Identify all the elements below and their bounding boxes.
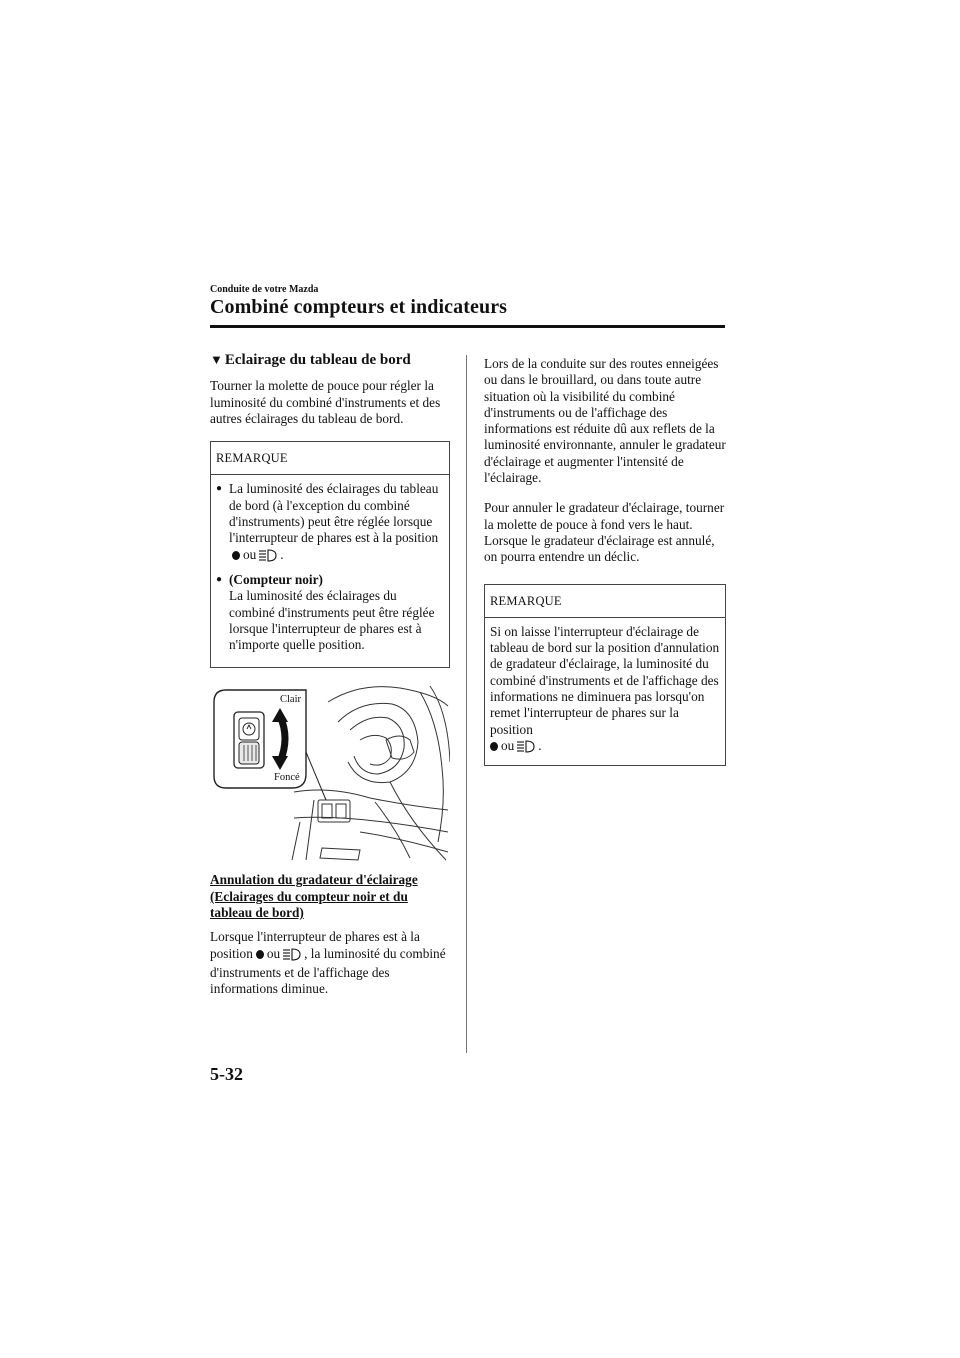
label-fonce: Foncé [274,772,300,784]
ou-text: ou [501,737,515,753]
remark-text: Si on laisse l'interrupteur d'éclairage de tableau de bord sur la position d'annulation de gradateur d'éclairage, la luminosité du combiné d'instruments et de l'affichage des informations ne diminuera pas lorsqu'on remet l'interrupteur de phares sur la position [490,623,720,737]
remark-body [211,475,449,667]
remark-box [484,584,726,767]
remark-title: REMARQUE [211,442,449,475]
bullet-dot-icon: ● [216,573,223,585]
intro-paragraph: Tourner la molette de pouce pour régler la luminosité du combiné d'instruments et des autres éclairages du tableau de bord. [210,378,441,426]
bullet-text: La luminosité des éclairages du combiné d'instruments peut être réglée lorsque l'interrupteur de phares est à n'importe quelle position. [229,588,435,653]
section-label: Conduite de votre Mazda [210,284,319,295]
parking-light-position-icon [232,551,240,560]
ou-text: ou [243,546,257,562]
headlight-position-icon [283,948,301,965]
remark-box [210,441,450,668]
visibility-paragraph: Lors de la conduite sur des routes enneigées ou dans le brouillard, ou dans toute autre situation où la visibilité du combiné d'instruments ou de l'affichage des informations est réduite dû aux reflets de la luminosité environnante, annuler le gradateur d'éclairage et augmenter l'intensité de l'éclairage. [484,356,726,486]
headlight-position-icon [517,740,535,757]
headlight-position-icon [259,549,277,566]
page-number: 5-32 [210,1064,243,1084]
dimmer-illustration [210,682,450,862]
section-heading-text: Eclairage du tableau de bord [224,352,411,368]
right-column [484,356,726,780]
period-text: . [538,737,542,753]
triangle-marker-icon: ▼ [210,352,223,367]
chapter-title: Combiné compteurs et indicateurs [210,296,508,318]
para-text: Lorsque l'interrupteur de phares est à la position [210,929,420,961]
remark-body [485,618,725,765]
section-heading [210,352,450,368]
column-divider [466,355,467,1053]
remark-bullet-text [229,481,444,565]
dashboard-illustration [210,682,450,862]
header-rule [210,325,725,328]
left-column [210,352,450,1012]
bullet-dot-icon: ● [216,483,223,495]
remark-bullet [216,481,444,565]
cancel-dimmer-paragraph: Pour annuler le gradateur d'éclairage, tourner la molette de pouce à fond vers le haut. Lorsque le gradateur d'éclairage est annulé, on pourra entendre un déclic. [484,500,725,565]
remark-bullet-text [229,572,444,653]
remark-bullet [216,572,444,653]
bullet-bold-label: (Compteur noir) [229,571,323,587]
period-text: . [280,546,284,562]
subheading: Annulation du gradateur d'éclairage (Eclairages du compteur noir et du tableau de bord) [210,872,418,921]
ou-text: ou [266,945,281,961]
para-text-end: , la luminosité du combiné d'instruments et de l'affichage des informations diminue. [210,945,446,997]
parking-light-position-icon [490,742,498,751]
bullet-text: La luminosité des éclairages du tableau de bord (à l'exception du combiné d'instruments) peut être réglée lorsque l'interrupteur de phares est à la position [229,481,439,546]
remark-title: REMARQUE [485,585,725,618]
cancel-paragraph [210,929,450,997]
parking-light-position-icon [256,950,264,959]
label-clair: Clair [280,694,301,706]
